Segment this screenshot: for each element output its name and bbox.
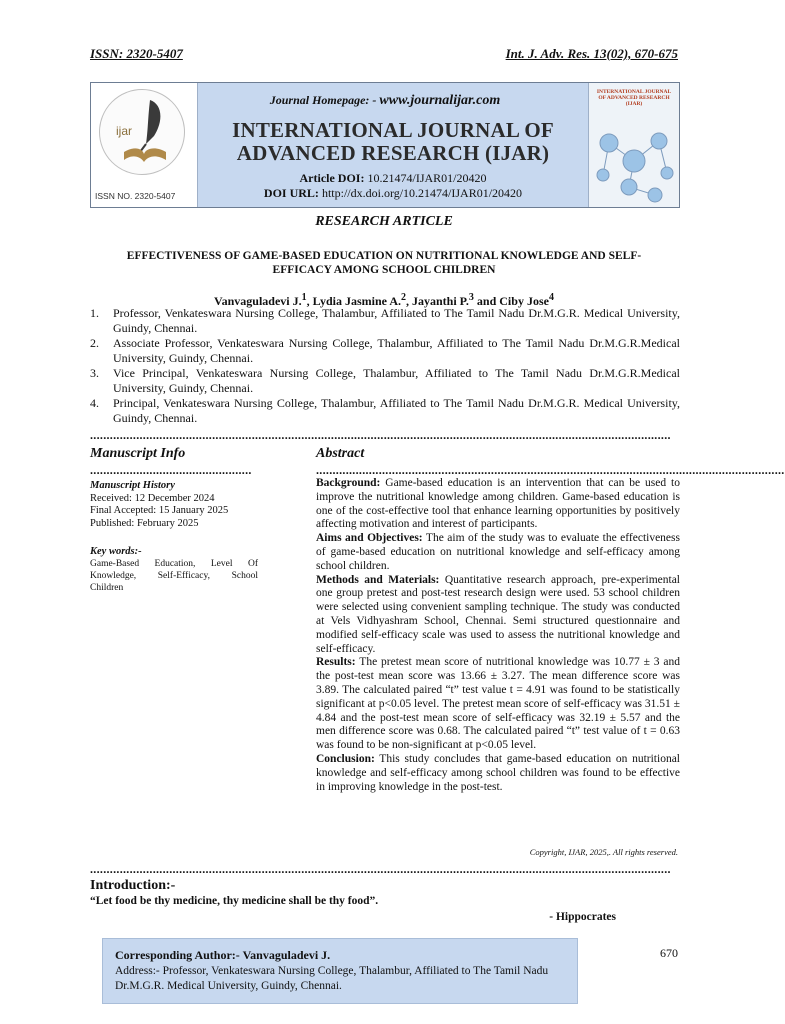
manuscript-info-heading: Manuscript Info (90, 446, 186, 461)
copyright-notice: Copyright, IJAR, 2025,. All rights reserved. (529, 847, 678, 857)
doi-label: Article DOI: (299, 171, 365, 185)
doi-block (197, 171, 589, 201)
journal-title-line1: INTERNATIONAL JOURNAL OF (232, 118, 554, 142)
citation-text: Int. J. Adv. Res. 13(02), 670-675 (505, 46, 678, 61)
quote-author: - Hippocrates (549, 911, 616, 923)
doi-url-label: DOI URL: (263, 186, 319, 200)
manuscript-info-divider: ................................................. (90, 463, 252, 477)
affiliation-item: 2. Associate Professor, Venkateswara Nursing College, Thalambur, Affiliated to The Tamil Nadu Dr.M.G.R.Medical University, Guindy, Chennai. (90, 336, 680, 365)
journal-cover-image (588, 83, 679, 207)
abstract-results: Results: The pretest mean score of nutritional knowledge was 10.77 ± 3 and the post-test mean score was 13.66 ± 3.27. The mean difference score was 3.89. The calculated paired “t” test value t = 4.91 was found to be statistically significant at p<0.05 level. The pretest mean score of self-efficacy was 31.51 ± 4.84 and the post-test mean score of self-efficacy was 32.19 ± 5.57 and the men difference score was 0.68. The calculated paired “t” test value of t = 0.63 was found to be non-significant at p<0.05 level. (316, 656, 680, 752)
published-date: Published: February 2025 (90, 517, 199, 529)
manuscript-history (90, 480, 228, 530)
introduction-heading: Introduction:- (90, 878, 176, 893)
doi-url-link[interactable]: http://dx.doi.org/10.21474/IJAR01/20420 (318, 186, 523, 200)
journal-title-line2: ADVANCED RESEARCH (IJAR) (236, 141, 550, 165)
corresponding-author: Corresponding Author:- Vanvaguladevi J. (115, 948, 331, 962)
accepted-date: Final Accepted: 15 January 2025 (90, 505, 229, 516)
affiliation-item: 3. Vice Principal, Venkateswara Nursing College, Thalambur, Affiliated to The Tamil Nadu Dr.M.G.R.Medical University, Guindy, Chennai. (90, 366, 680, 395)
keywords-block (90, 546, 258, 594)
doi-value: 10.21474/IJAR01/20420 (364, 171, 487, 185)
intro-quote: “Let food be thy medicine, thy medicine shall be thy food”. (90, 895, 379, 907)
history-label: Manuscript History (90, 480, 175, 491)
abstract-methods: Methods and Materials: Quantitative research approach, pre-experimental one group pretest and post-test research design were used. 53 school children were selected using convenient sampling technique. The study was conducted at Vels Vidhyashram School, Chennai. Semi structured questionnaire and modified self-efficacy scale was used to assess the nutritional knowledge and self-efficacy. (316, 573, 680, 655)
keywords-text: Game-Based Education, Level Of Knowledge, Self-Efficacy, School Children (90, 559, 258, 593)
abstract-body (316, 477, 680, 794)
issn-text: ISSN: 2320-5407 (90, 46, 183, 61)
keywords-label: Key words:- (90, 546, 142, 557)
corresponding-address: Address:- Professor, Venkateswara Nursing College, Thalambur, Affiliated to The Tamil Nadu Dr.M.G.R. Medical University, Guindy, Chennai. (115, 965, 549, 992)
received-date: Received: 12 December 2024 (90, 492, 215, 504)
molecule-icon (589, 83, 679, 207)
section-divider: ................................................................................................................................................................................ (90, 428, 671, 442)
affiliation-item: 4. Principal, Venkateswara Nursing College, Thalambur, Affiliated to The Tamil Nadu Dr.M.G.R. Medical University, Guindy, Chennai. (90, 396, 680, 425)
author-2: Lydia Jasmine A.$^2$, (312, 292, 412, 308)
article-title: EFFECTIVENESS OF GAME-BASED EDUCATION ON NUTRITIONAL KNOWLEDGE AND SELF-EFFICACY AMONG SCHOOL CHILDREN (126, 250, 642, 276)
cover-title: INTERNATIONAL JOURNAL OF ADVANCED RESEARCH (IJAR) (596, 89, 672, 107)
author-4: Ciby Jose$^4$ (499, 292, 554, 308)
author-1: Vanvaguladevi J.$^1$, (214, 292, 313, 308)
corresponding-author-box (102, 938, 578, 1004)
affiliation-item: 1. Professor, Venkateswara Nursing College, Thalambur, Affiliated to The Tamil Nadu Dr.M.G.R. Medical University, Guindy, Chennai. (90, 306, 680, 335)
author-3: Jayanthi P.$^3$ and (412, 292, 500, 308)
affiliation-list (90, 306, 680, 426)
abstract-aims: Aims and Objectives: The aim of the study was to evaluate the effectiveness of game-based education on nutritional knowledge and self-efficacy among school children. (316, 532, 680, 572)
logo-text: ijar (116, 124, 133, 138)
logo-issn: ISSN NO. 2320-5407 (95, 191, 176, 201)
homepage-link[interactable]: www.journalijar.com (379, 93, 501, 108)
section-divider: ................................................................................................................................................................................ (90, 862, 671, 876)
article-type: RESEARCH ARTICLE (315, 214, 453, 229)
journal-banner (90, 82, 680, 208)
journal-title (197, 119, 589, 165)
abstract-conclusion: Conclusion: This study concludes that game-based education on nutritional knowledge and self-efficacy among school children was found to be effective in improving knowledge in the post-test. (316, 752, 680, 793)
running-header (90, 46, 678, 64)
page-number: 670 (660, 946, 678, 960)
abstract-heading: Abstract (316, 446, 365, 461)
homepage-label: Journal Homepage: - (269, 93, 380, 107)
abstract-divider: .............................................................................................................................................. (316, 463, 785, 477)
abstract-background: Background: Game-based education is an intervention that can be used to improve the nutritional knowledge among children. Game-based education is one of the cost-effective tool that enhance learning opportunities by positively affecting motivation and interest of participants. (316, 477, 680, 531)
